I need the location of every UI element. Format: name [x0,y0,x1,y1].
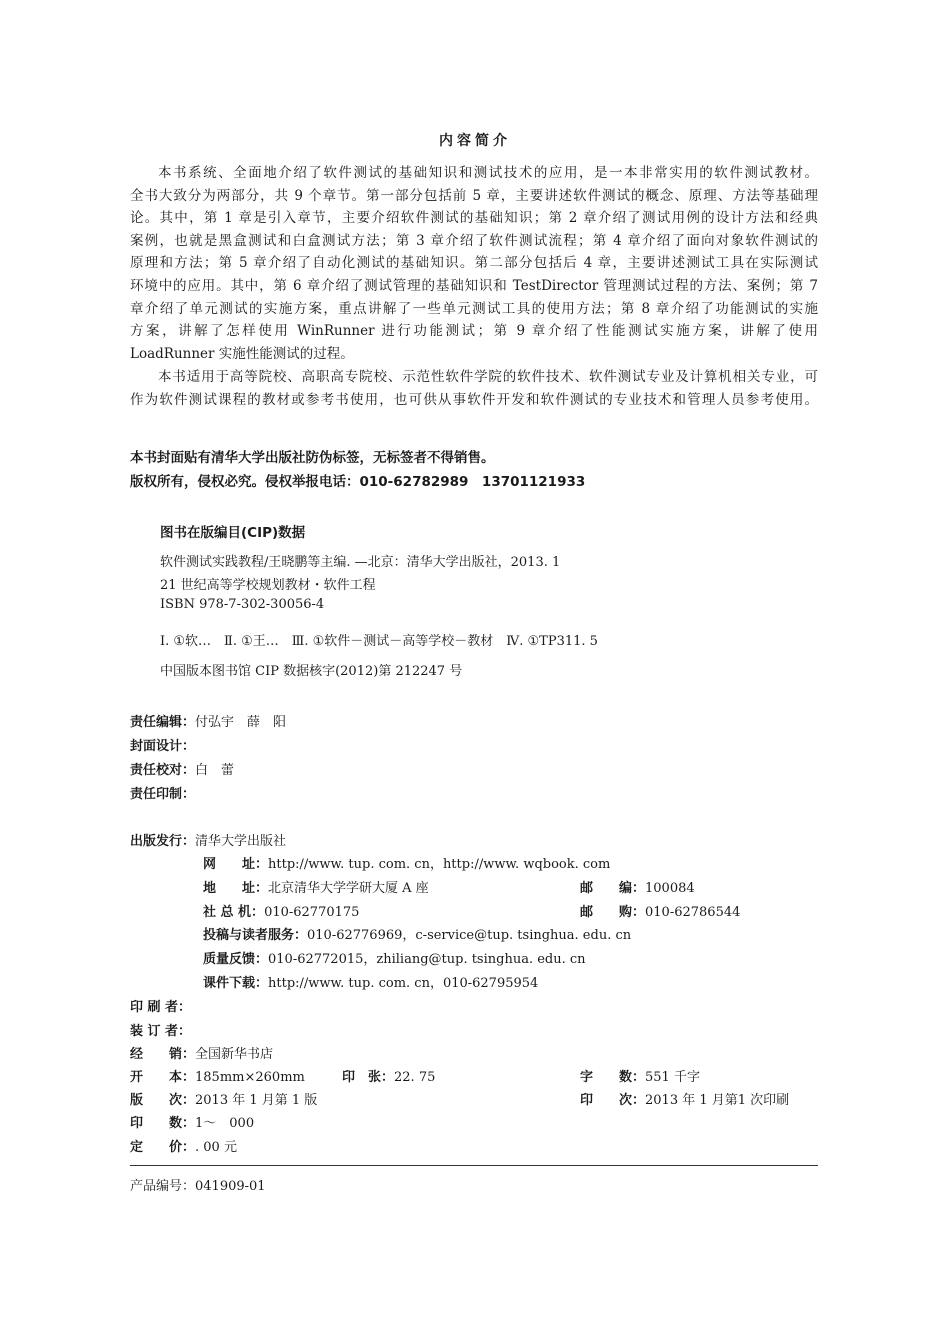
submission-label: 投稿与读者服务： [203,928,308,943]
copyright-notice: 版权所有，侵权必究。侵权举报电话：010-62782989 13701121933 [130,474,586,490]
sheets-row [342,1066,435,1085]
editor-value: 付弘宇 薛 阳 [195,715,287,730]
print-manager-row [130,783,195,802]
publisher-row [130,830,286,849]
intro-line-2: 全书大致分为两部分，共 9 个章节。第一部分包括前 5 章，主要讲述软件测试的概念、原理、方法等基础理 [130,187,818,204]
price-row [130,1136,237,1155]
proofreader-value: 白 蕾 [195,763,235,778]
switchboard-value: 010-62770175 [264,905,360,920]
copies-value: 1～ 000 [195,1116,255,1131]
cip-library-number: 中国版本图书馆 CIP 数据核字(2012)第 212247 号 [160,664,463,679]
cip-heading: 图书在版编目(CIP)数据 [160,525,306,541]
address-label: 地 址： [203,881,269,896]
format-label: 开 本： [130,1070,196,1085]
printer-label: 印 刷 者： [130,1000,192,1015]
cip-line-3: ISBN 978-7-302-30056-4 [160,597,325,612]
printing-row [580,1089,789,1108]
editor-label: 责任编辑： [130,715,196,730]
edition-value: 2013 年 1 月第 1 版 [195,1093,318,1108]
download-label: 课件下载： [203,976,269,991]
download-row [203,972,538,991]
postcode-row [580,877,695,896]
cip-line-1: 软件测试实践教程/王晓鹏等主编. —北京：清华大学出版社，2013. 1 [160,555,561,570]
postcode-label: 邮 编： [580,881,646,896]
footer-divider [130,1165,818,1166]
intro-line-10: 本书适用于高等院校、高职高专院校、示范性软件学院的软件技术、软件测试专业及计算机相关专业，可 [158,369,818,385]
quality-row [203,948,586,967]
address-row [203,877,429,896]
word-count-label: 字 数： [580,1070,646,1085]
word-count-value: 551 千字 [645,1070,700,1085]
mail-order-row [580,901,740,920]
word-count-row [580,1066,700,1085]
intro-line-1: 本书系统、全面地介绍了软件测试的基础知识和测试技术的应用，是一本非常实用的软件测试教材。 [158,165,818,181]
sheets-value: 22. 75 [394,1070,436,1085]
sheets-label: 印 张： [342,1070,395,1085]
proofreader-row [130,759,234,778]
address-value: 北京清华大学学研大厦 A 座 [268,881,429,896]
printing-label: 印 次： [580,1093,646,1108]
publisher-name: 清华大学出版社 [195,834,287,849]
intro-line-5: 原理和方法；第 5 章介绍了自动化测试的基础知识。第二部分包括后 4 章，主要讲述测试工具在实际测试 [130,255,818,272]
mail-order-value: 010-62786544 [645,905,741,920]
price-label: 定 价： [130,1140,196,1155]
printing-value: 2013 年 1 月第1 次印刷 [645,1093,790,1108]
publisher-label: 出版发行： [130,834,196,849]
quality-label: 质量反馈： [203,952,269,967]
switchboard-row [203,901,359,920]
cover-design-label: 封面设计： [130,739,196,754]
page-title: 内容简介 [439,133,511,149]
format-row [130,1066,305,1085]
distributor-value: 全国新华书店 [195,1047,274,1062]
copies-label: 印 数： [130,1116,196,1131]
format-value: 185mm×260mm [195,1070,305,1085]
copies-row [130,1112,254,1131]
website-row [203,853,610,872]
mail-order-label: 邮 购： [580,905,646,920]
distributor-label: 经 销： [130,1047,196,1062]
edition-row [130,1089,317,1108]
intro-line-7: 章介绍了单元测试的实施方案，重点讲解了一些单元测试工具的使用方法；第 8 章介绍了功能测试的实施 [130,300,818,317]
intro-line-8: 方案，讲解了怎样使用 WinRunner 进行功能测试；第 9 章介绍了性能测试实施方案，讲解了使用 [130,323,818,340]
submission-row [203,924,631,943]
edition-label: 版 次： [130,1093,196,1108]
cover-design-row [130,735,195,754]
intro-line-3: 论。其中，第 1 章是引入章节，主要介绍软件测试的基础知识；第 2 章介绍了测试用例的设计方法和经典 [130,210,818,227]
submission-value: 010-62776969，c-service@tup. tsinghua. edu. cn [307,928,632,943]
quality-value: 010-62772015，zhiliang@tup. tsinghua. edu. cn [268,952,586,967]
intro-line-4: 案例，也就是黑盒测试和白盒测试方法；第 3 章介绍了软件测试流程；第 4 章介绍了面向对象软件测试的 [130,232,818,249]
product-number: 产品编号：041909-01 [130,1179,266,1194]
print-manager-label: 责任印制： [130,787,196,802]
website-value: http://www. tup. com. cn，http://www. wqbook. com [268,857,611,872]
cip-classification: Ⅰ. ①软… Ⅱ. ①王… Ⅲ. ①软件－测试－高等学校－教材 Ⅳ. ①TP311. 5 [160,634,598,649]
download-value: http://www. tup. com. cn，010-62795954 [268,976,539,991]
website-label: 网 址： [203,857,269,872]
distributor-row [130,1043,273,1062]
editor-row [130,711,286,730]
intro-line-11: 作为软件测试课程的教材或参考书使用，也可供从事软件开发和软件测试的专业技术和管理人员参考使用。 [130,391,818,408]
binder-label: 装 订 者： [130,1024,192,1039]
intro-line-9: LoadRunner 实施性能测试的过程。 [130,345,354,362]
price-value: . 00 元 [195,1140,237,1155]
postcode-value: 100084 [645,881,695,896]
intro-line-6: 环境中的应用。其中，第 6 章介绍了测试管理的基础知识和 TestDirector 管理测试过程的方法、案例；第 7 [130,278,818,294]
anti-counterfeit-notice: 本书封面贴有清华大学出版社防伪标签，无标签者不得销售。 [130,450,495,466]
switchboard-label: 社 总 机： [203,905,265,920]
proofreader-label: 责任校对： [130,763,196,778]
cip-line-2: 21 世纪高等学校规划教材・软件工程 [160,578,376,593]
